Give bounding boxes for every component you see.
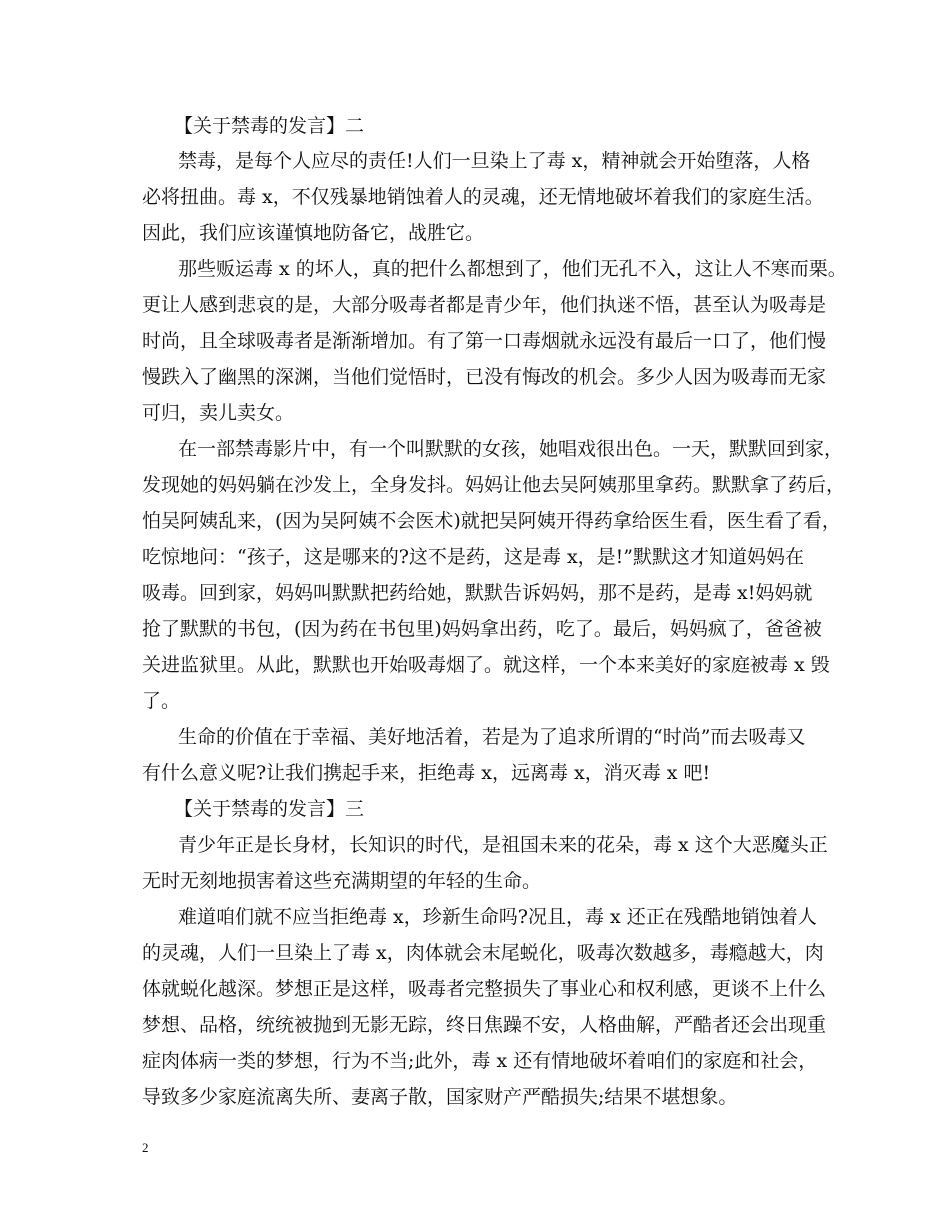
- text-line: 怕吴阿姨乱来，(因为吴阿姨不会医术)就把吴阿姨开得药拿给医生看，医生看了看，: [142, 510, 841, 532]
- text-line: 导致多少家庭流离失所、妻离子散，国家财产严酷损失;结果不堪想象。: [142, 1086, 738, 1108]
- text-line: 体就蜕化越深。梦想正是这样，吸毒者完整损失了事业心和权利感，更谈不上什么: [142, 978, 827, 1000]
- text-line: 梦想、品格，统统被抛到无影无踪，终日焦躁不安，人格曲解，严酷者还会出现重: [142, 1014, 827, 1036]
- text-line: 有什么意义呢?让我们携起手来，拒绝毒 x，远离毒 x，消灭毒 x 吧!: [142, 762, 711, 784]
- text-line: 因此，我们应该谨慎地防备它，战胜它。: [142, 222, 485, 244]
- text-line: 生命的价值在于幸福、美好地活着，若是为了追求所谓的“时尚”而去吸毒又: [178, 726, 806, 748]
- text-line: 吸毒。回到家，妈妈叫默默把药给她，默默告诉妈妈，那不是药，是毒 x!妈妈就: [142, 582, 813, 604]
- section-heading: 【关于禁毒的发言】三: [174, 798, 365, 820]
- text-line: 症肉体病一类的梦想，行为不当;此外，毒 x 还有情地破坏着咱们的家庭和社会，: [142, 1050, 818, 1072]
- text-line: 的灵魂，人们一旦染上了毒 x，肉体就会末尾蜕化，吸毒次数越多，毒瘾越大，肉: [142, 942, 824, 964]
- text-line: 吃惊地问：“孩子，这是哪来的?这不是药，这是毒 x，是!”默默这才知道妈妈在: [142, 546, 805, 568]
- text-line: 更让人感到悲哀的是，大部分吸毒者都是青少年，他们执迷不悟，甚至认为吸毒是: [142, 294, 827, 316]
- text-line: 无时无刻地损害着这些充满期望的年轻的生命。: [142, 870, 542, 892]
- text-line: 发现她的妈妈躺在沙发上，全身发抖。妈妈让他去吴阿姨那里拿药。默默拿了药后，: [142, 474, 846, 496]
- text-line: 禁毒，是每个人应尽的责任!人们一旦染上了毒 x，精神就会开始堕落，人格: [178, 150, 811, 172]
- text-line: 可归，卖儿卖女。: [142, 402, 295, 424]
- text-line: 难道咱们就不应当拒绝毒 x，珍新生命吗?况且，毒 x 还正在残酷地销蚀着人: [178, 906, 817, 928]
- section-heading: 【关于禁毒的发言】二: [174, 115, 365, 137]
- text-line: 关进监狱里。从此，默默也开始吸毒烟了。就这样，一个本来美好的家庭被毒 x 毁: [142, 654, 830, 676]
- text-line: 青少年正是长身材，长知识的时代，是祖国未来的花朵，毒 x 这个大恶魔头正: [178, 834, 828, 856]
- page-number: 2: [142, 1140, 149, 1155]
- text-line: 那些贩运毒 x 的坏人，真的把什么都想到了，他们无孔不入，这让人不寒而栗。: [178, 258, 847, 280]
- text-line: 必将扭曲。毒 x，不仅残暴地销蚀着人的灵魂，还无情地破坏着我们的家庭生活。: [142, 186, 824, 208]
- text-line: 时尚，且全球吸毒者是渐渐增加。有了第一口毒烟就永远没有最后一口了，他们慢: [142, 330, 827, 352]
- text-line: 抢了默默的书包，(因为药在书包里)妈妈拿出药，吃了。最后，妈妈疯了，爸爸被: [142, 618, 822, 640]
- text-line: 慢跌入了幽黑的深渊，当他们觉悟时，已没有悔改的机会。多少人因为吸毒而无家: [142, 366, 827, 388]
- text-line: 了。: [142, 690, 181, 712]
- text-line: 在一部禁毒影片中，有一个叫默默的女孩，她唱戏很出色。一天，默默回到家，: [178, 438, 844, 460]
